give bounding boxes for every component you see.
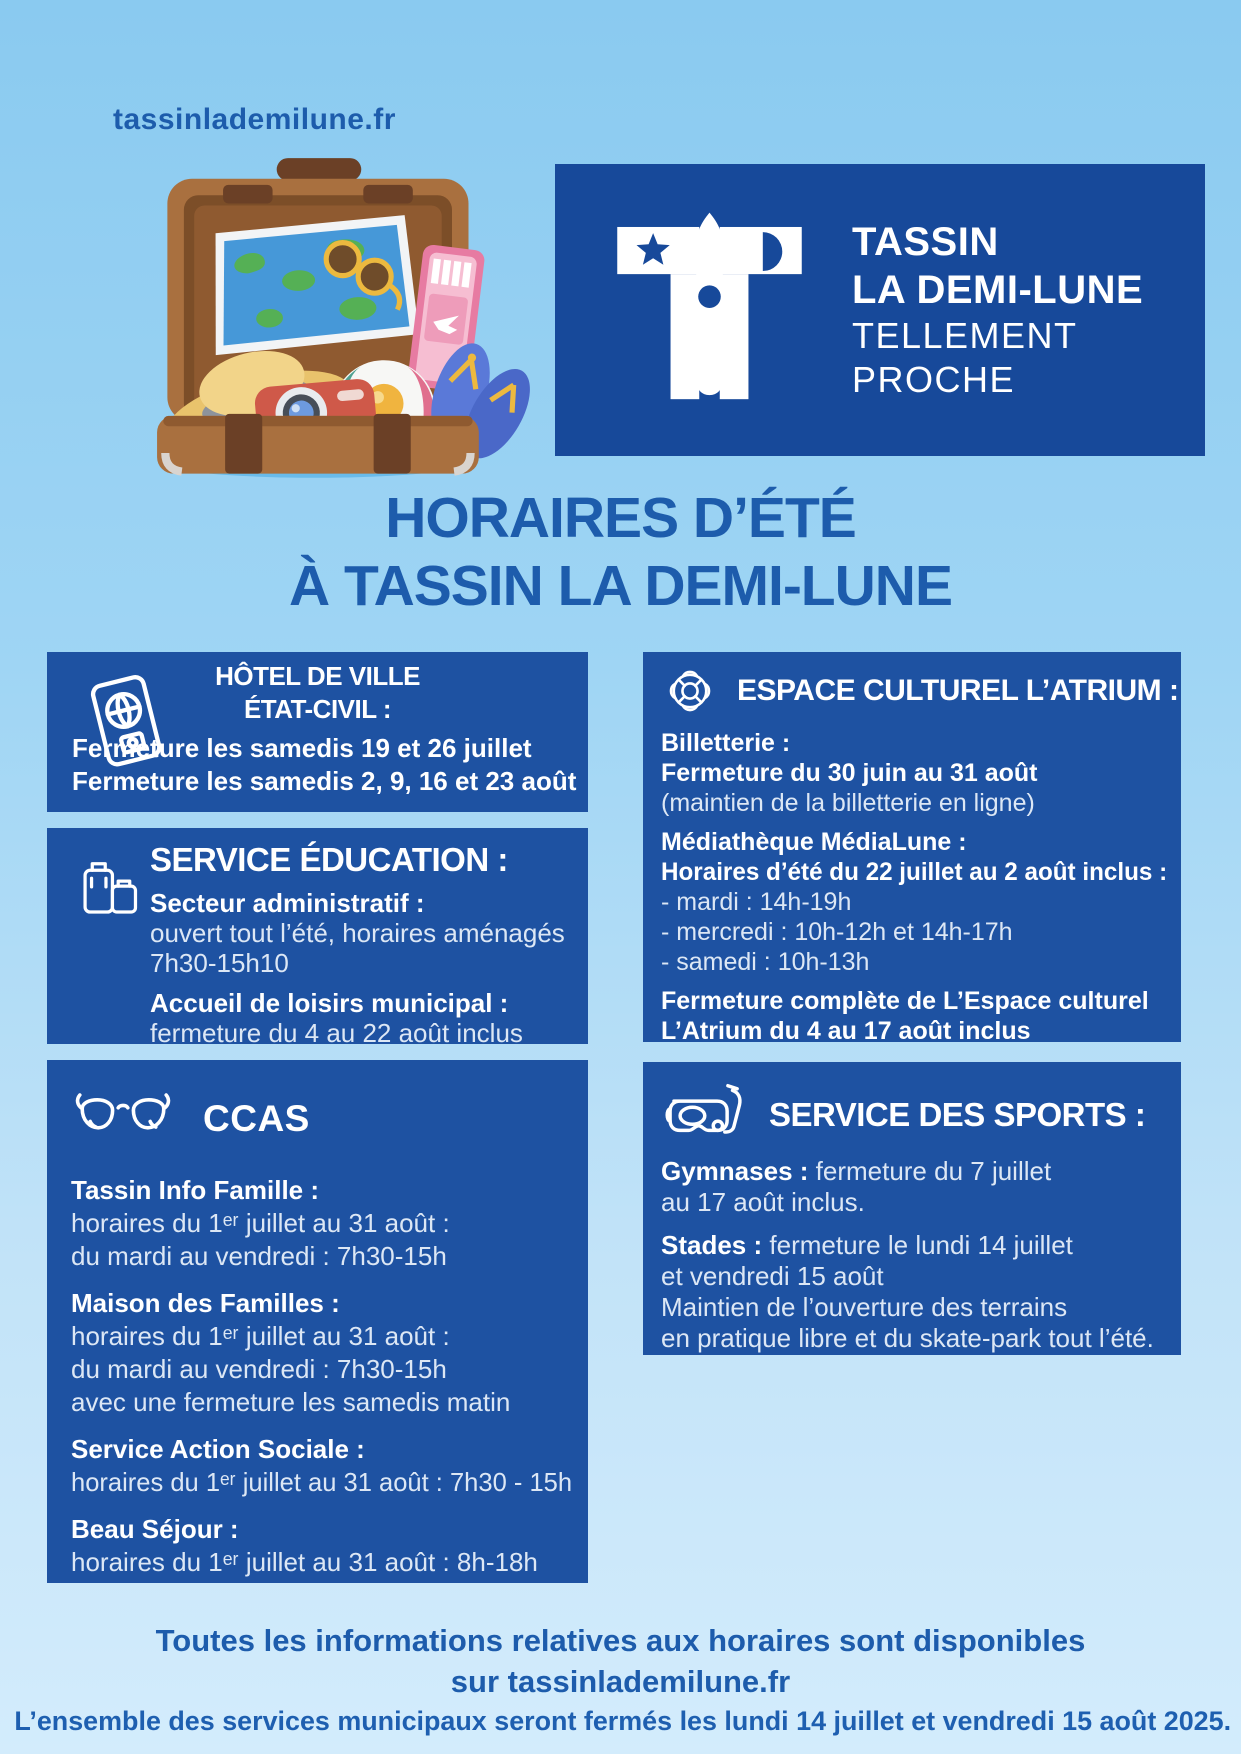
city-logo-banner <box>555 164 1205 456</box>
service-education-card <box>47 828 588 1044</box>
ccas-card-title: CCAS <box>203 1098 310 1139</box>
section-heading: Tassin Info Famille : <box>71 1175 320 1205</box>
section-text: fermeture du 4 au 22 août inclus <box>150 1018 523 1044</box>
espace-culturel-atrium-card <box>643 652 1181 1042</box>
sports-section-stades <box>661 1230 1167 1354</box>
page-title <box>0 484 1241 620</box>
education-section-administratif <box>150 888 574 978</box>
atrium-card-header <box>661 662 1179 720</box>
passport-icon <box>77 670 173 778</box>
tassin-logo-icon <box>607 196 812 424</box>
section-heading: Médiathèque MédiaLune : <box>661 828 967 856</box>
section-text: du mardi au vendredi : 7h30-15h <box>71 1241 447 1271</box>
sports-card-title: SERVICE DES SPORTS : <box>769 1096 1146 1133</box>
section-heading: Beau Séjour : <box>71 1514 239 1544</box>
city-name-line: TASSIN <box>852 220 999 264</box>
city-tagline-line: TELLEMENT <box>852 315 1078 356</box>
closure-line: Fermeture les samedis 19 et 26 juillet <box>72 733 532 763</box>
page-title-line1: HORAIRES D’ÉTÉ <box>385 486 856 550</box>
footer-info-line2: sur tassinlademilune.fr <box>450 1664 791 1699</box>
closure-line: Fermeture les samedis 2, 9, 16 et 23 août <box>72 766 577 796</box>
section-heading: Billetterie : <box>661 729 791 757</box>
section-text: Maintien de l’ouverture des terrains <box>661 1292 1068 1322</box>
section-heading: Secteur administratif : <box>150 888 425 918</box>
section-text: ouvert tout l’été, horaires aménagés <box>150 918 565 948</box>
sports-section-gymnases <box>661 1156 1167 1218</box>
suitcase-illustration <box>100 156 540 486</box>
ccas-section-beau-sejour <box>71 1513 572 1579</box>
atrium-card-body <box>661 728 1167 1042</box>
section-text: avec une fermeture les samedis matin <box>71 1387 511 1417</box>
footer-closure-note: L’ensemble des services municipaux seront fermés les lundi 14 juillet et vendredi 15 août 2025. <box>14 1706 1232 1736</box>
section-text-bold: Fermeture du 30 juin au 31 août <box>661 759 1038 787</box>
section-subheading: Horaires d’été du 22 juillet au 2 août inclus : <box>661 858 1168 886</box>
ccas-section-tassin-info-famille <box>71 1174 572 1273</box>
atrium-section-mediatheque <box>661 827 1167 977</box>
section-lead: Stades : <box>661 1230 763 1260</box>
schedule-line: - mercredi : 10h-12h et 14h-17h <box>661 918 1013 946</box>
sports-card-header <box>661 1078 1167 1152</box>
service-des-sports-card <box>643 1062 1181 1355</box>
section-text: 7h30-15h10 <box>150 948 289 978</box>
page-title-line2: À TASSIN LA DEMI-LUNE <box>289 554 952 618</box>
atrium-section-fermeture-complete <box>661 986 1167 1042</box>
section-text <box>661 1230 1167 1261</box>
city-tagline-line: PROCHE <box>852 359 1016 400</box>
luggage-icon <box>75 850 147 928</box>
site-url: tassinlademilune.fr <box>113 103 396 136</box>
footer-info-line1: Toutes les informations relatives aux horaires sont disponibles <box>155 1623 1086 1658</box>
sports-card-body <box>661 1156 1167 1354</box>
lifebuoy-icon <box>661 662 719 720</box>
education-section-loisirs <box>150 988 574 1044</box>
section-text: et vendredi 15 août <box>661 1261 884 1291</box>
ccas-card-body <box>47 1174 588 1579</box>
section-heading: Accueil de loisirs municipal : <box>150 988 509 1018</box>
section-text: (maintien de la billetterie en ligne) <box>661 789 1035 817</box>
ccas-card <box>47 1060 588 1583</box>
section-rest: fermeture le lundi 14 juillet <box>762 1230 1073 1260</box>
city-name-line: LA DEMI-LUNE <box>852 268 1144 312</box>
section-lead: Gymnases : <box>661 1156 809 1186</box>
hotel-card-title: HÔTEL DE VILLE ÉTAT-CIVIL : <box>215 661 420 724</box>
ccas-card-header <box>47 1060 588 1150</box>
schedule-line: - mardi : 14h-19h <box>661 888 852 916</box>
education-card-title: SERVICE ÉDUCATION : <box>150 841 508 878</box>
section-text: horaires du 1ᵉʳ juillet au 31 août : 7h30 - 15h <box>71 1467 573 1497</box>
section-text: horaires du 1ᵉʳ juillet au 31 août : <box>71 1208 450 1238</box>
sunglasses-icon <box>71 1088 175 1150</box>
section-text <box>661 1156 1167 1187</box>
atrium-card-title: ESPACE CULTUREL L’ATRIUM : <box>737 674 1179 707</box>
footer-info <box>0 1620 1241 1702</box>
section-text-bold: Fermeture complète de L’Espace culturel <box>661 987 1149 1015</box>
ccas-section-action-sociale <box>71 1433 572 1499</box>
section-text: horaires du 1ᵉʳ juillet au 31 août : 8h-18h <box>71 1547 538 1577</box>
section-text: horaires du 1ᵉʳ juillet au 31 août : <box>71 1321 450 1351</box>
city-logo-text <box>852 218 1143 402</box>
schedule-line: - samedi : 10h-13h <box>661 948 870 976</box>
section-rest: fermeture du 7 juillet <box>808 1156 1052 1186</box>
section-heading: Service Action Sociale : <box>71 1434 365 1464</box>
section-heading: Maison des Familles : <box>71 1288 340 1318</box>
ccas-section-maison-des-familles <box>71 1287 572 1419</box>
section-text: du mardi au vendredi : 7h30-15h <box>71 1354 447 1384</box>
atrium-section-billetterie <box>661 728 1167 818</box>
hotel-de-ville-card <box>47 652 588 812</box>
section-text-bold: L’Atrium du 4 au 17 août inclus <box>661 1017 1031 1042</box>
section-text: en pratique libre et du skate-park tout l’été. <box>661 1323 1154 1353</box>
section-text: au 17 août inclus. <box>661 1187 865 1217</box>
diving-mask-icon <box>661 1078 747 1152</box>
